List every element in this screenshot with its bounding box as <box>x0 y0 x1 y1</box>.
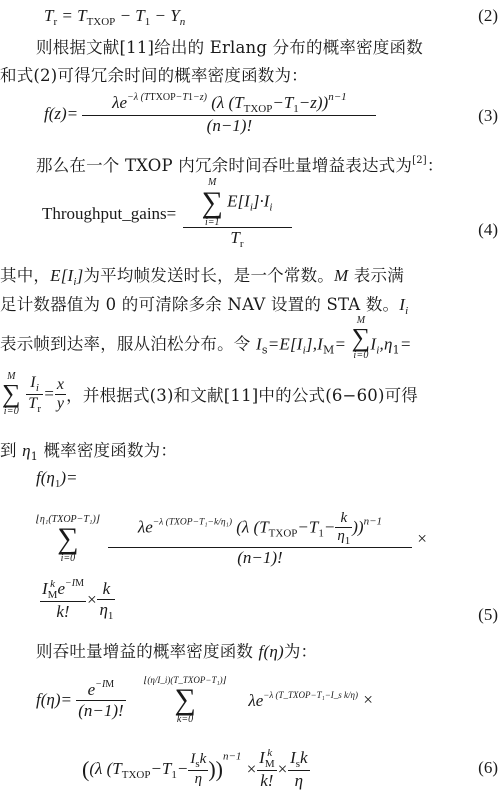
equation-5-lhs: $f(\eta_1)=$ <box>36 468 78 490</box>
paragraph-3-line-5: 到 $\eta_1$ 概率密度函数为： <box>0 441 178 463</box>
equation-6-line-2: ((λ ($T_{TXOP}-T_1-$ $\frac{I_sk}{\eta}$ ))$^{n-1}$ × I k M k! × $\frac{I_sk}{\eta}$ <box>82 747 308 791</box>
paragraph-1-line-2: 和式(2)可得冗余时间的概率密度函数为： <box>0 66 308 85</box>
paragraph-3-line-3: 表示帧到达率，服从泊松分布。令 $I_s=E[I_i],I_M=$ M ∑ i=0 $I_i,\eta_1=$ <box>0 315 412 361</box>
equation-2: $T_r = T_{TXOP} - T_1 - Y_n$ <box>44 6 186 28</box>
paragraph-3-line-1: 其中，$E[I_i]$为平均帧发送时长，是一个常数。M 表示满 <box>0 266 404 288</box>
equation-3: f(z)= $\frac{\lambda e^{-\lambda (TTXOP-T1-z)} (\lambda (T_{TXOP}-T_1-z))^{n-1}}{(n-1)!}$ <box>44 91 376 136</box>
equation-2-number: (2) <box>478 6 498 25</box>
equation-5-sum: ⌊η₁(TXOP−T₁)⌋ ∑ i=0 $\lambda e^{-\lambda (TXOP-T_1-k/\eta_1)}$ (λ ($T_{TXOP}-T_1-$ $\frac{k}{\eta_1}$ ))$^{n-1}$ (n−1)! × <box>36 510 428 567</box>
paragraph-2: 那么在一个 TXOP 内冗余时间吞吐量增益表达式为[2]： <box>36 155 444 175</box>
equation-6-line-1: f(η)= $\frac{e^{-IM}}{(n-1)!}$ ⌊(η/I_i)(T_TXOP−T₁)⌋ ∑ k=0 $\lambda e^{-\lambda (T\_TXOP-T_1-I\_s k/\eta)}$ × <box>36 675 374 725</box>
equation-3-number: (3) <box>478 106 498 125</box>
equation-5-line-2: I k M $e^{-IM}$ k! × $\frac{k}{\eta_1}$ <box>42 578 114 622</box>
paragraph-4: 则吞吐量增益的概率密度函数 f(η)为： <box>36 642 318 661</box>
paragraph-1-line-1: 则根据文献[11]给出的 Erlang 分布的概率密度函数 <box>36 38 423 57</box>
equation-5-number: (5) <box>478 605 498 624</box>
equation-4-number: (4) <box>478 220 498 239</box>
paragraph-3-line-2: 足计数器值为 0 的可清除多余 NAV 设置的 STA 数。$I_i$ <box>0 295 409 317</box>
equation-6-number: (6) <box>478 758 498 777</box>
equation-4: Throughput_gains= M ∑ i=1 $E[I_i]\cdot I_i$ $T_r$ <box>42 178 292 250</box>
paragraph-3-line-4: M ∑ i=0 $\frac{I_i}{T_r}$ = $\frac{x}{y}$ ，并根据式(3)和文献[11]中的公式(6−60)可得 <box>2 371 419 417</box>
